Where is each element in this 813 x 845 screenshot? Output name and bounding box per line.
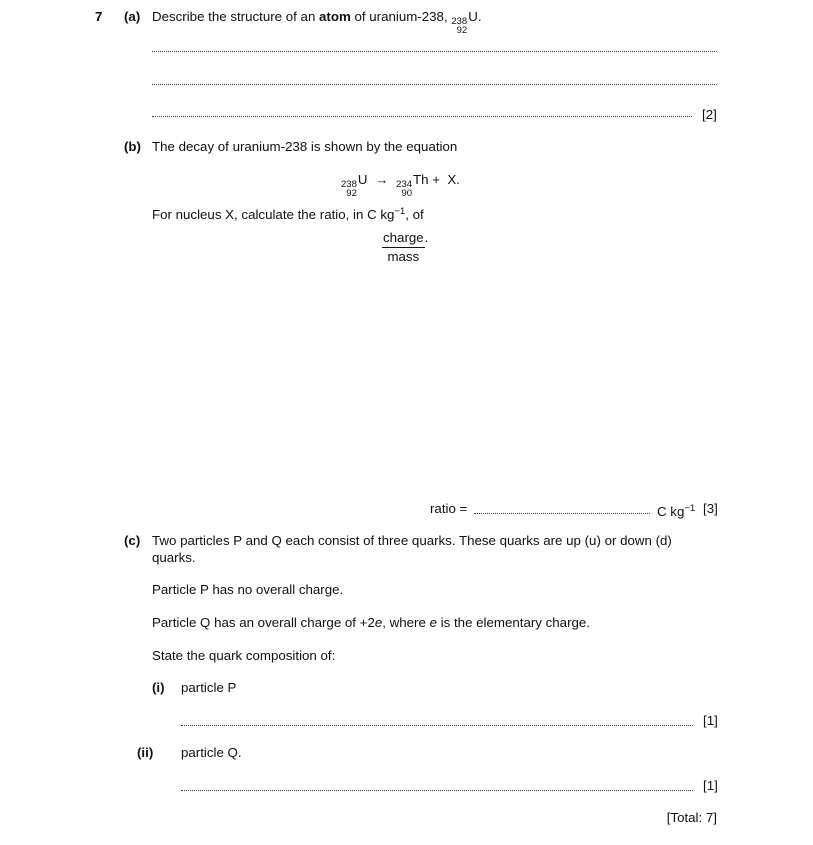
symbol-e: e <box>429 615 437 630</box>
particle-q-statement <box>152 615 590 631</box>
decay-equation <box>341 172 460 198</box>
text: Describe the structure of an <box>152 9 320 24</box>
marks-ii: [1] <box>703 778 718 793</box>
part-c-instruction: State the quark composition of: <box>152 648 336 663</box>
atomic-number: 92 <box>346 188 357 199</box>
unit: C kg <box>657 504 685 519</box>
marks-b: [3] <box>703 501 718 516</box>
equation-rest: + X. <box>428 172 460 187</box>
nuclide-numbers <box>451 17 467 35</box>
text: , where <box>382 615 430 630</box>
part-b-instruction <box>152 204 424 223</box>
total-marks: [Total: 7] <box>666 810 717 825</box>
bold-word: atom <box>319 9 351 24</box>
ratio-unit <box>657 501 695 520</box>
ratio-answer-line[interactable] <box>474 513 650 514</box>
part-b-label: (b) <box>124 139 141 154</box>
text: For nucleus X, calculate the ratio, in C kg <box>152 207 395 222</box>
answer-line-a1[interactable] <box>152 51 717 52</box>
atomic-number: 90 <box>401 188 413 199</box>
element-symbol: U <box>468 9 478 24</box>
punctuation: . <box>477 9 482 24</box>
answer-line-a3[interactable] <box>152 116 692 117</box>
sub-i-text: particle P <box>181 680 237 695</box>
parent-numbers <box>341 180 357 198</box>
question-number: 7 <box>95 9 103 24</box>
part-c-label: (c) <box>124 533 141 548</box>
text: , of <box>405 207 424 222</box>
exponent: −1 <box>684 503 696 514</box>
daughter-numbers <box>396 180 412 198</box>
atomic-number: 92 <box>456 25 468 36</box>
part-a-label: (a) <box>124 9 141 24</box>
charge-mass-fraction <box>382 230 428 265</box>
numerator: charge <box>382 230 425 248</box>
marks-a: [2] <box>702 107 717 122</box>
ratio-label: ratio = <box>430 501 468 516</box>
answer-line-i[interactable] <box>181 725 693 726</box>
marks-i: [1] <box>703 713 718 728</box>
mass-number: 234 <box>396 179 413 190</box>
mass-number: 238 <box>451 16 468 27</box>
daughter-symbol: Th <box>413 172 429 187</box>
arrow-icon: → <box>375 172 389 187</box>
symbol-e: e <box>374 615 383 630</box>
exponent: −1 <box>394 206 406 217</box>
mass-number: 238 <box>341 179 357 190</box>
text: is the elementary charge. <box>436 615 590 630</box>
part-c-intro-line2: quarks. <box>152 550 196 565</box>
text: Particle Q has an overall charge of +2 <box>152 615 375 630</box>
text: of uranium-238, <box>350 9 452 24</box>
sub-i-label: (i) <box>152 680 165 695</box>
denominator: mass <box>387 249 420 264</box>
part-a-question <box>152 9 482 35</box>
particle-p-statement: Particle P has no overall charge. <box>152 582 344 597</box>
sub-ii-text: particle Q. <box>181 745 242 760</box>
punctuation: . <box>424 230 429 245</box>
parent-symbol: U <box>357 172 368 187</box>
part-c-intro-line1: Two particles P and Q each consist of three quarks. These quarks are up (u) or down (d) <box>152 533 672 548</box>
part-b-intro: The decay of uranium-238 is shown by the equation <box>152 139 458 154</box>
answer-line-a2[interactable] <box>152 84 717 85</box>
sub-ii-label: (ii) <box>137 745 154 760</box>
answer-line-ii[interactable] <box>181 790 693 791</box>
